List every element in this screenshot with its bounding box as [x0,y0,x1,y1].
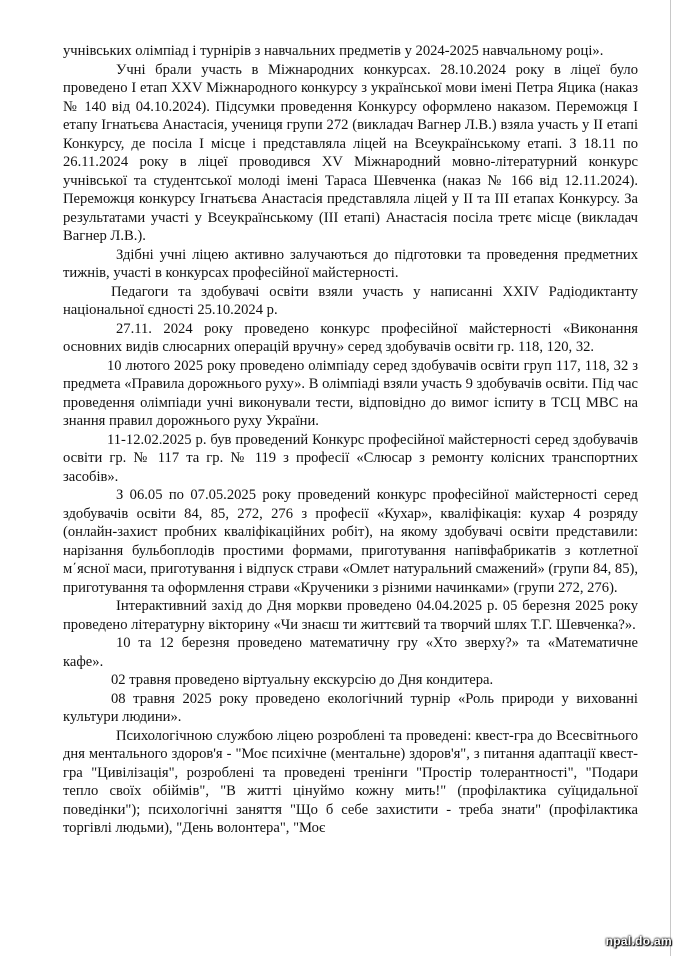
paragraph-metalwork-contest: 27.11. 2024 року проведено конкурс професійної майстерності «Виконання основних видів слюсарних операцій вручну» серед здобувачів освіти гр. 118, 120, 32. [63,320,638,355]
paragraph-olympiads-continued: учнівських олімпіад і турнірів з навчальних предметів у 2024-2025 навчальному році». [63,43,604,59]
paragraph-cook-contest: З 06.05 по 07.05.2025 року проведений конкурс професійної майстерності серед здобувачів освіти 84, 85, 272, 276 з професії «Кухар», кваліфікація: кухар 4 розряду (онлайн-захист пробних кваліфікаційних робіт), на якому здобувачі освіти представили: нарізання бульбоплодів простими формами, приготування напівфабрикатів з котлетної м΄ясної маси, приготування і відпуск страви «Омлет натуральний смажений» (групи 84, 85), приготування та оформлення страви «Крученики з різними начинками» (групи 272, 276). [63,487,638,596]
paragraph-psychology-service: Психологічною службою ліцею розроблені та проведені: квест-гра до Всесвітнього дня ментального здоров'я - "Моє психічне (ментальне) здоров'я", з питання адаптації квест-гра "Цивілізація", розроблені та проведені тренінги "Простір толерантності", "Подари тепло своїх обіймів", "В житті цінуймо кожну мить!" (профілактика суїцидальної поведінки"); психологічні заняття "Що б себе захистити - треба знати" (профілактика торгівлі людьми), "День волонтера", "Моє [63,727,638,836]
paragraph-carrot-day: Інтерактивний захід до Дня моркви проведено 04.04.2025 р. 05 березня 2025 року проведено літературну вікторину «Чи знаєш ти життєвий та творчий шлях Т.Г. Шевченка?». [63,598,638,633]
paragraph-subject-weeks: Здібні учні ліцею активно залучаються до підготовки та проведення предметних тижнів, участі в конкурсах професійної майстерності. [63,246,638,281]
paragraph-mechanic-contest: 11-12.02.2025 р. був проведений Конкурс професійної майстерності серед здобувачів освіти гр. № 117 та гр. № 119 з професії «Слюсар з ремонту колісних транспортних засобів». [63,431,638,485]
site-watermark: npal.do.am [605,934,672,948]
paragraph-international-contests: Учні брали участь в Міжнародних конкурсах. 28.10.2024 року в ліцеї було проведено І етап XXV Міжнародного конкурсу з української мови імені Петра Яцика (наказ № 140 від 04.10.2024). Підсумки проведення Конкурсу оформлено наказом. Переможця І етапу Ігнатьєва Анастасія, учениця групи 272 (викладач Вагнер Л.В.) взяла участь у ІІ етапі Конкурсу, де посіла І місце і представляла ліцей на Всеукраїнському етапі. З 18.11 по 26.11.2024 року в ліцеї проводився XV Міжнародний мовно-літературний конкурс учнівської та студентської молоді імені Тараса Шевченка (наказ № 166 від 12.11.2024). Переможця конкурсу Ігнатьєва Анастасія представляла ліцей у ІІ та ІІІ етапах Конкурсу. За результатами участі у Всеукраїнському (ІІІ етапі) Анастасія посіла третє місце (викладач Вагнер Л.В.). [63,61,638,244]
paragraph-ecology-tournament: 08 травня 2025 року проведено екологічний турнір «Роль природи у вихованні культури людини». [63,690,638,725]
paragraph-math-game: 10 та 12 березня проведено математичну гру «Хто зверху?» та «Математичне кафе». [63,635,638,670]
paragraph-traffic-olympiad: 10 лютого 2025 року проведено олімпіаду серед здобувачів освіти груп 117, 118, 32 з предмета «Правила дорожнього руху». В олімпіаді взяли участь 9 здобувачів освіти. Під час проведення олімпіади учні виконували тести, відповідно до вимог іспиту в ТСЦ МВС на знання правил дорожнього руху України. [63,357,638,429]
paragraph-virtual-excursion: 02 травня проведено віртуальну екскурсію до Дня кондитера. [111,672,494,688]
document-body [63,42,638,838]
paragraph-radio-dictation: Педагоги та здобувачі освіти взяли участь у написанні XXІV Радіодиктанту національної єдності 25.10.2024 р. [63,283,638,318]
